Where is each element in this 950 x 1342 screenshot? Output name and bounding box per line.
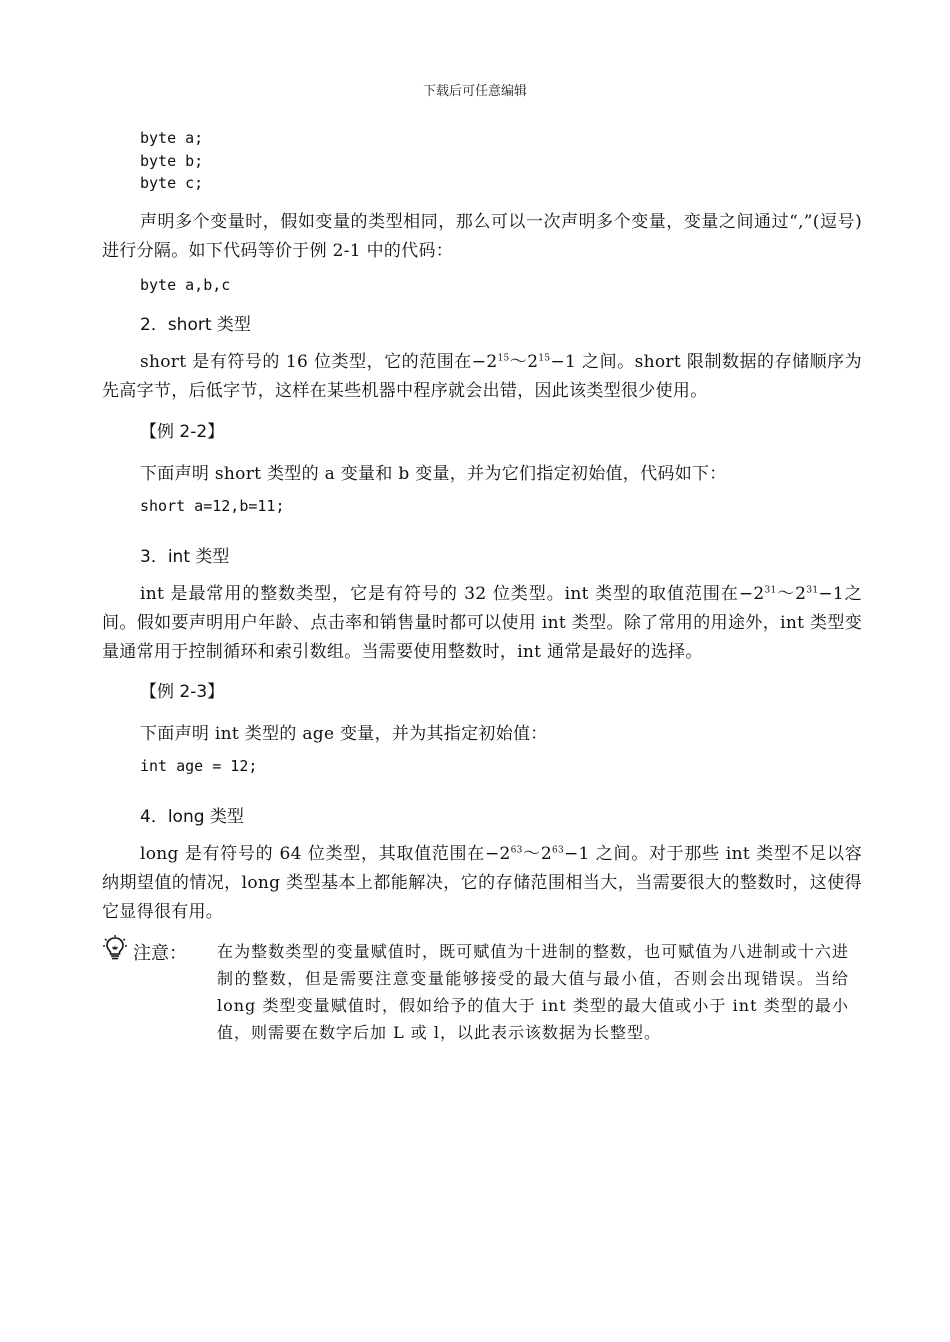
superscript: 15 [497, 353, 510, 364]
superscript: 63 [510, 845, 523, 856]
paragraph-short-type [102, 348, 862, 406]
lightbulb-icon [103, 935, 127, 961]
section-heading-int: 3．int 类型 [140, 547, 230, 567]
code-block-short: short a=12,b=11; [140, 497, 285, 515]
text-span: −1 之间。short 限制数据的存储顺序为先高字节，后低字节，这样在某些机器中程序就会出错，因此该类型很少使用。 [102, 352, 862, 401]
note-label: 注意： [133, 943, 187, 964]
text-span: ～2 [522, 844, 552, 864]
note-text: 在为整数类型的变量赋值时，既可赋值为十进制的整数，也可赋值为八进制或十六进制的整数，但是需要注意变量能够接受的最大值与最小值，否则会出现错误。当给 long 类型变量赋值时，假如给予的值大于 int 类型的最大值或小于 int 类型的最小值，则需要在数字后加 L 或 l，以此表示该数据为长整型。 [217, 942, 849, 1042]
code-block-byte-declarations [140, 127, 203, 195]
text-span: int 是最常用的整数类型，它是有符号的 32 位类型。int 类型的取值范围在−2 [140, 584, 765, 604]
text-span: −1之间。假如要声明用户年龄、点击率和销售量时都可以使用 int 类型。除了常用的用途外，int 类型变量通常用于控制循环和索引数组。当需要使用整数时，int 通常是最好的选择。 [102, 584, 862, 662]
superscript: 31 [806, 585, 819, 596]
text-span: ～2 [509, 352, 539, 372]
page-header: 下载后可任意编辑 [422, 84, 527, 99]
text-span: short 是有符号的 16 位类型，它的范围在−2 [140, 352, 498, 372]
example-description-short: 下面声明 short 类型的 a 变量和 b 变量，并为它们指定初始值，代码如下： [140, 464, 727, 484]
superscript: 31 [764, 585, 777, 596]
superscript: 15 [538, 353, 551, 364]
example-label-2-2: 【例 2-2】 [140, 422, 225, 442]
code-block-byte-combined: byte a,b,c [140, 276, 231, 294]
section-heading-long: 4．long 类型 [140, 807, 244, 827]
code-line: byte c; [140, 174, 204, 192]
section-heading-short: 2．short 类型 [140, 315, 251, 335]
example-label-2-3: 【例 2-3】 [140, 682, 225, 702]
example-description-int: 下面声明 int 类型的 age 变量，并为其指定初始值： [140, 724, 548, 744]
text-span: ～2 [776, 584, 807, 604]
code-line: byte a; [140, 129, 204, 147]
paragraph-long-type [102, 840, 862, 927]
paragraph-multi-declaration: 声明多个变量时，假如变量的类型相同，那么可以一次声明多个变量，变量之间通过“,”(逗号)进行分隔。如下代码等价于例 2-1 中的代码： [102, 212, 862, 261]
code-block-int: int age = 12; [140, 757, 258, 775]
code-line: byte b; [140, 151, 204, 170]
text-span: −1 之间。对于那些 int 类型不足以容纳期望值的情况，long 类型基本上都能解决，它的存储范围相当大，当需要很大的整数时，这使得它显得很有用。 [102, 844, 862, 922]
superscript: 63 [551, 845, 565, 856]
paragraph-int-type [102, 580, 862, 667]
text-span: long 是有符号的 64 位类型，其取值范围在−2 [140, 844, 511, 864]
